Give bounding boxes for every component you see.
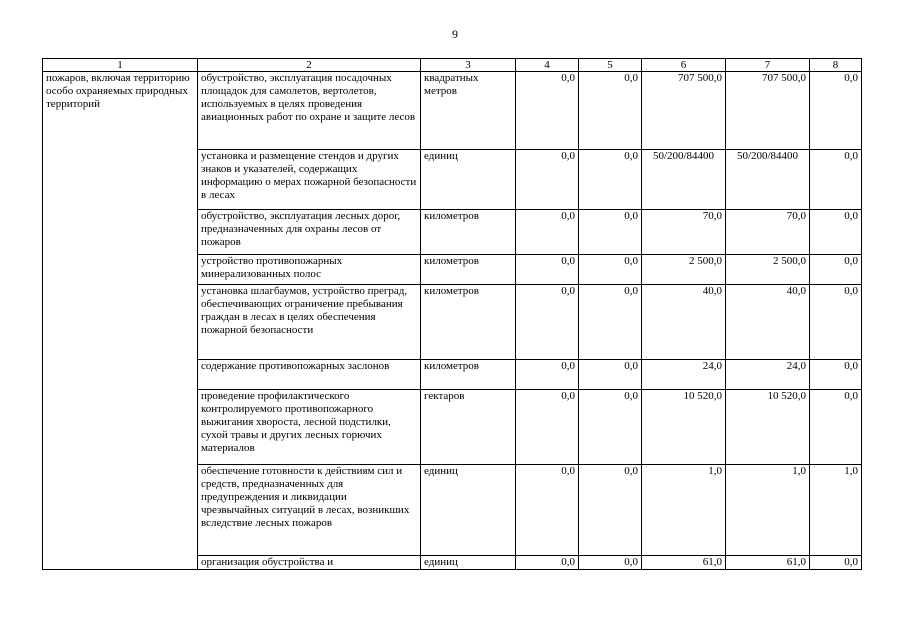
value-cell: 10 520,0 <box>726 390 810 465</box>
column-header: 6 <box>642 59 726 72</box>
unit-cell: единиц <box>421 556 516 570</box>
value-cell: 707 500,0 <box>726 72 810 150</box>
page-number: 9 <box>452 27 458 41</box>
value-cell: 0,0 <box>516 72 579 150</box>
column-header: 5 <box>579 59 642 72</box>
value-cell: 0,0 <box>579 150 642 210</box>
value-cell: 1,0 <box>642 465 726 556</box>
unit-cell: километров <box>421 360 516 390</box>
header-row <box>43 59 862 72</box>
value-cell: 0,0 <box>810 390 862 465</box>
value-cell: 2 500,0 <box>642 255 726 285</box>
activity-cell: обустройство, эксплуатация посадочных площадок для самолетов, вертолетов, используемых в целях проведения авиационных работ по охране и защите лесов <box>198 72 421 150</box>
value-cell: 707 500,0 <box>642 72 726 150</box>
activity-cell: установка шлагбаумов, устройство преград, обеспечивающих ограничение пребывания граждан в лесах в целях обеспечения пожарной безопасности <box>198 285 421 360</box>
unit-cell: километров <box>421 285 516 360</box>
column-header: 3 <box>421 59 516 72</box>
value-cell: 0,0 <box>516 556 579 570</box>
activity-cell: установка и размещение стендов и других знаков и указателей, содержащих информацию о мерах пожарной безопасности в лесах <box>198 150 421 210</box>
value-cell: 0,0 <box>579 390 642 465</box>
value-cell: 50/200/84400 <box>726 150 810 210</box>
activity-cell: содержание противопожарных заслонов <box>198 360 421 390</box>
activity-cell: обеспечение готовности к действиям сил и средств, предназначенных для предупреждения и ликвидации чрезвычайных ситуаций в лесах, возникших вследствие лесных пожаров <box>198 465 421 556</box>
value-cell: 40,0 <box>726 285 810 360</box>
value-cell: 0,0 <box>516 390 579 465</box>
value-cell: 70,0 <box>642 210 726 255</box>
value-cell: 0,0 <box>516 465 579 556</box>
value-cell: 0,0 <box>810 72 862 150</box>
value-cell: 0,0 <box>579 465 642 556</box>
value-cell: 70,0 <box>726 210 810 255</box>
value-cell: 0,0 <box>810 210 862 255</box>
value-cell: 61,0 <box>642 556 726 570</box>
value-cell: 40,0 <box>642 285 726 360</box>
value-cell: 24,0 <box>642 360 726 390</box>
value-cell: 0,0 <box>516 360 579 390</box>
value-cell: 0,0 <box>579 285 642 360</box>
value-cell: 0,0 <box>810 150 862 210</box>
table-row <box>43 72 862 150</box>
unit-cell: гектаров <box>421 390 516 465</box>
activity-cell: обустройство, эксплуатация лесных дорог, предназначенных для охраны лесов от пожаров <box>198 210 421 255</box>
data-table <box>42 58 862 570</box>
value-cell: 1,0 <box>726 465 810 556</box>
unit-cell: единиц <box>421 465 516 556</box>
unit-cell: километров <box>421 210 516 255</box>
value-cell: 2 500,0 <box>726 255 810 285</box>
value-cell: 0,0 <box>810 556 862 570</box>
value-cell: 0,0 <box>516 255 579 285</box>
value-cell: 0,0 <box>810 285 862 360</box>
value-cell: 50/200/84400 <box>642 150 726 210</box>
column-header: 1 <box>43 59 198 72</box>
activity-cell: организация обустройства и <box>198 556 421 570</box>
value-cell: 0,0 <box>579 360 642 390</box>
category-cell: пожаров, включая территорию особо охраняемых природных территорий <box>43 72 198 570</box>
value-cell: 0,0 <box>579 72 642 150</box>
unit-cell: километров <box>421 255 516 285</box>
column-header: 2 <box>198 59 421 72</box>
value-cell: 10 520,0 <box>642 390 726 465</box>
value-cell: 1,0 <box>810 465 862 556</box>
column-header: 8 <box>810 59 862 72</box>
column-header: 7 <box>726 59 810 72</box>
value-cell: 0,0 <box>579 210 642 255</box>
column-header: 4 <box>516 59 579 72</box>
value-cell: 0,0 <box>516 150 579 210</box>
value-cell: 24,0 <box>726 360 810 390</box>
activity-cell: устройство противопожарных минерализованных полос <box>198 255 421 285</box>
activity-cell: проведение профилактического контролируемого противопожарного выжигания хвороста, лесной подстилки, сухой травы и других лесных горючих материалов <box>198 390 421 465</box>
value-cell: 0,0 <box>579 556 642 570</box>
value-cell: 0,0 <box>516 210 579 255</box>
unit-cell: квадратных метров <box>421 72 516 150</box>
unit-cell: единиц <box>421 150 516 210</box>
value-cell: 0,0 <box>810 255 862 285</box>
value-cell: 0,0 <box>516 285 579 360</box>
value-cell: 0,0 <box>579 255 642 285</box>
value-cell: 0,0 <box>810 360 862 390</box>
value-cell: 61,0 <box>726 556 810 570</box>
